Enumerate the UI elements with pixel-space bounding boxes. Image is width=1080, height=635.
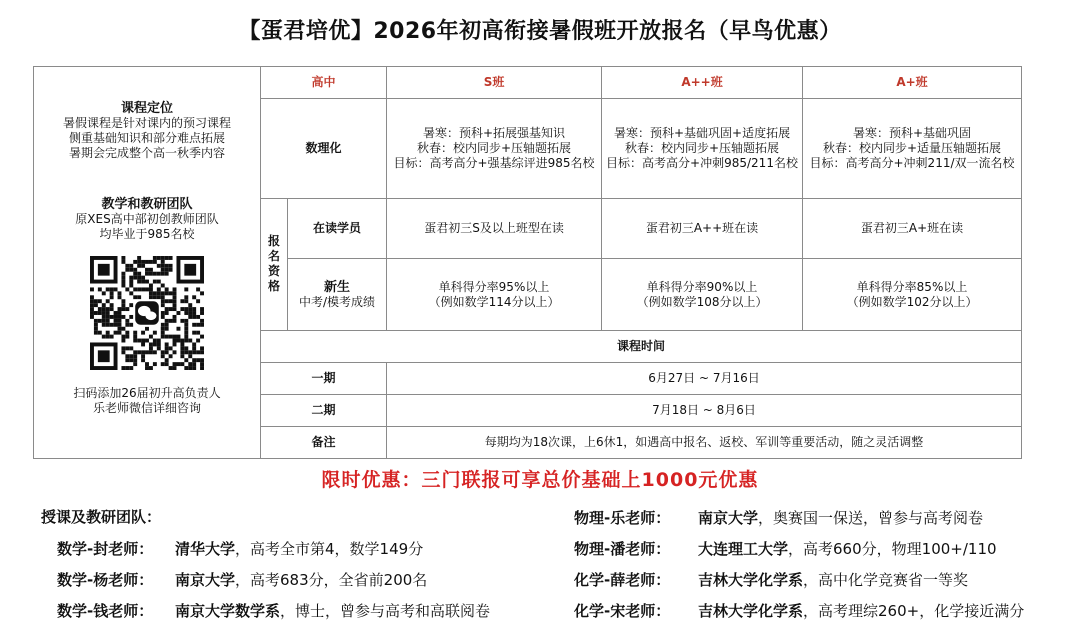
teacher-name: 物理-乐老师： [574,509,671,527]
cell-line: 秋春：校内同步+压轴题拓展 [624,141,780,156]
cell-line: 秋春：校内同步+适量压轴题拓展 [822,141,1002,156]
team-intro-line: 均毕业于985名校 [99,227,195,241]
teacher-desc: ，高考理综260+，化学接近满分 [803,602,1025,620]
teacher-university: 南京大学 [698,509,759,527]
teacher-university: 清华大学 [175,540,236,558]
cell-line: 目标：高考高分+冲刺211/双一流名校 [809,156,1015,171]
cell-line: （例如数学102分以上） [846,294,978,309]
cell-line: 暑寒：预科+拓展强基知识 [422,126,566,141]
new-student-label: 新生 [324,279,351,295]
period1-label: 一期 [261,362,387,394]
teacher-desc: ，博士，曾参与高考和高联阅卷 [280,602,491,620]
teacher-row [57,569,427,590]
qualification-label [261,199,288,330]
cell-line: 暑寒：预科+基础巩固+适度拓展 [613,126,791,141]
current-a2-cell: 蛋君初三A++班在读 [602,199,803,259]
teacher-university: 吉林大学化学系 [698,602,804,620]
cell-line: 单科得分率90%以上 [646,279,758,294]
new-a2-cell [602,259,803,330]
teacher-name: 化学-薛老师： [574,571,671,589]
teacher-desc: ，高考全市第4，数学149分 [235,540,424,558]
qualification-char: 名 [267,249,280,264]
period1-value: 6月27日 ~ 7月16日 [387,362,1022,394]
teacher-name: 数学-杨老师： [57,571,154,589]
scan-line: 扫码添加26届初升高负责人 [73,386,221,400]
left-info-panel [34,67,261,459]
teacher-desc: ，奥赛国一保送，曾参与高考阅卷 [758,509,984,527]
qualification-char: 格 [267,279,280,294]
header-a1-class: A+班 [803,67,1022,99]
team-section-title: 授课及教研团队： [41,508,162,526]
digital-s-cell [387,99,602,199]
teacher-university: 南京大学数学系 [175,602,281,620]
new-student-sublabel: 中考/模考成绩 [298,294,376,309]
team-intro-line: 原XES高中部初创教师团队 [75,212,219,226]
scan-line: 乐老师微信详细咨询 [92,401,201,415]
current-student-label: 在读学员 [288,199,387,259]
qualification-char: 资 [267,264,280,279]
digital-a1-cell [803,99,1022,199]
schedule-title: 课程时间 [261,330,1022,362]
period2-label: 二期 [261,394,387,426]
notes-label: 备注 [261,426,387,458]
cell-line: 目标：高考高分+强基综评进985名校 [393,156,595,171]
notes-value: 每期均为18次课，上6休1，如遇高中报名、返校、军训等重要活动，随之灵活调整 [387,426,1022,458]
cell-line: 目标：高考高分+冲刺985/211名校 [606,156,798,171]
positioning-line: 暑假课程是针对课内的预习课程 [62,116,231,130]
digital-label: 数理化 [261,99,387,199]
new-a1-cell [803,259,1022,330]
header-s-class: S班 [387,67,602,99]
current-s-cell: 蛋君初三S及以上班型在读 [387,199,602,259]
cell-line: 秋春：校内同步+压轴题拓展 [416,141,572,156]
period2-value: 7月18日 ~ 8月6日 [387,394,1022,426]
teacher-row [57,600,490,621]
cell-line: 单科得分率85%以上 [856,279,968,294]
teacher-university: 大连理工大学 [698,540,789,558]
page-title: 【蛋君培优】2026年初高衔接暑假班开放报名（早鸟优惠） [238,19,842,44]
qualification-char: 报 [267,234,280,249]
wechat-qr-code-icon[interactable] [90,256,204,370]
new-student-label-cell [288,259,387,330]
teacher-university: 南京大学 [175,571,236,589]
positioning-title: 课程定位 [120,101,173,116]
teacher-row [57,538,423,559]
team-intro-title: 教学和教研团队 [101,197,193,212]
course-table [33,66,1022,459]
cell-line: （例如数学114分以上） [428,294,560,309]
teacher-name: 化学-宋老师： [574,602,671,620]
teacher-row [574,600,1024,621]
teacher-desc: ，高考683分，全省前200名 [235,571,428,589]
promo-banner: 限时优惠：三门联报可享总价基础上1000元优惠 [321,469,759,491]
positioning-line: 暑期会完成整个高一秋季内容 [68,146,225,160]
new-s-cell [387,259,602,330]
teacher-row [574,507,983,528]
teacher-name: 数学-封老师： [57,540,154,558]
cell-line: 暑寒：预科+基础巩固 [852,126,972,141]
current-a1-cell: 蛋君初三A+班在读 [803,199,1022,259]
header-high-school: 高中 [261,67,387,99]
teacher-row [574,569,968,590]
positioning-line: 侧重基础知识和部分难点拓展 [68,131,225,145]
teacher-name: 数学-钱老师： [57,602,154,620]
teacher-name: 物理-潘老师： [574,540,671,558]
cell-line: （例如数学108分以上） [636,294,768,309]
teacher-desc: ，高中化学竞赛省一等奖 [803,571,969,589]
table-header-row [34,67,1022,99]
teacher-desc: ，高考660分，物理100+/110 [788,540,997,558]
teacher-row [574,538,997,559]
teacher-university: 吉林大学化学系 [698,571,804,589]
cell-line: 单科得分率95%以上 [438,279,550,294]
header-a2-class: A++班 [602,67,803,99]
digital-a2-cell [602,99,803,199]
